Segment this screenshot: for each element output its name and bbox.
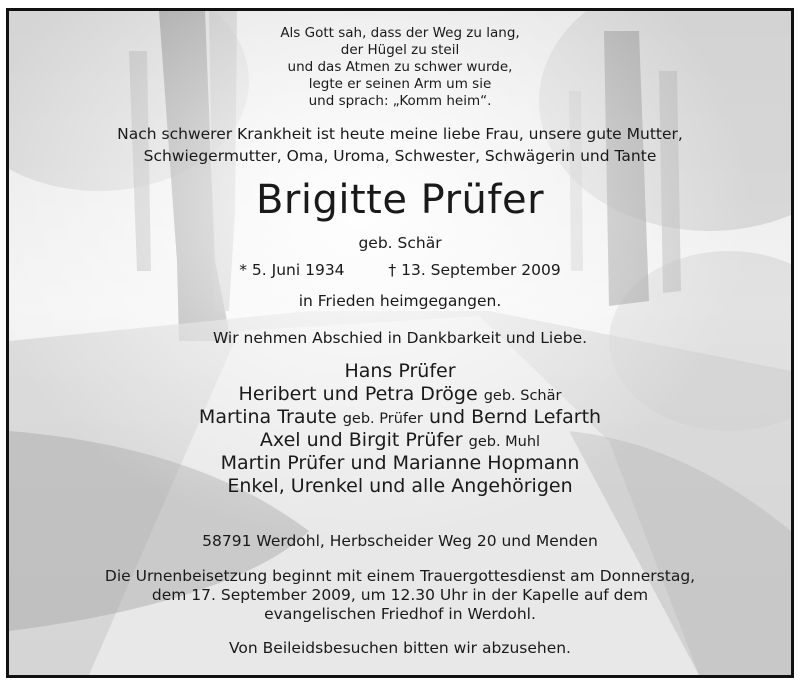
family-name: Martin Prüfer und Marianne Hopmann	[220, 452, 580, 474]
poem-line: und das Atmen zu schwer wurde,	[287, 59, 513, 75]
closing-line: Von Beileidsbesuchen bitten wir abzusehen.	[229, 639, 571, 657]
service-line: Die Urnenbeisetzung beginnt mit einem Trauergottesdienst am Donnerstag,	[104, 567, 696, 585]
family-line	[9, 406, 791, 428]
family-name: Enkel, Urenkel und alle Angehörigen	[227, 475, 573, 497]
family-name: Hans Prüfer	[344, 360, 456, 382]
service-line: dem 17. September 2009, um 12.30 Uhr in der Kapelle auf dem	[151, 586, 649, 604]
birth-date: * 5. Juni 1934	[239, 261, 345, 279]
family-line	[9, 475, 791, 497]
birth-name-note: geb. Schär	[483, 388, 562, 404]
poem-line: Als Gott sah, dass der Weg zu lang,	[280, 25, 520, 41]
obituary-content	[9, 11, 791, 675]
peace-line: in Frieden heimgegangen.	[298, 292, 502, 310]
birth-name-note: geb. Muhl	[468, 434, 541, 450]
poem-line: legte er seinen Arm um sie	[308, 76, 492, 92]
intro-line: Schwiegermutter, Oma, Uroma, Schwester, Schwägerin und Tante	[143, 147, 657, 165]
family-line	[9, 360, 791, 382]
family-line	[9, 452, 791, 474]
intro-line: Nach schwerer Krankheit ist heute meine liebe Frau, unsere gute Mutter,	[117, 125, 683, 143]
family-name: und Bernd Lefarth	[428, 406, 602, 428]
farewell-line: Wir nehmen Abschied in Dankbarkeit und Liebe.	[212, 329, 588, 347]
family-name: Axel und Birgit Prüfer	[259, 429, 463, 451]
address-line: 58791 Werdohl, Herbscheider Weg 20 und Menden	[202, 532, 598, 550]
family-line	[9, 429, 791, 451]
obituary-frame	[6, 8, 794, 678]
family-name: Heribert und Petra Dröge	[238, 383, 478, 405]
birth-name-note: geb. Prüfer	[342, 411, 423, 427]
poem-line: und sprach: „Komm heim“.	[308, 93, 492, 109]
family-name: Martina Traute	[198, 406, 337, 428]
poem-line: der Hügel zu steil	[340, 42, 460, 58]
life-dates	[9, 261, 791, 279]
service-line: evangelischen Friedhof in Werdohl.	[264, 605, 536, 623]
deceased-name: Brigitte Prüfer	[255, 177, 545, 223]
birth-name: geb. Schär	[358, 234, 442, 252]
family-line	[9, 383, 791, 405]
death-date: † 13. September 2009	[388, 261, 561, 279]
